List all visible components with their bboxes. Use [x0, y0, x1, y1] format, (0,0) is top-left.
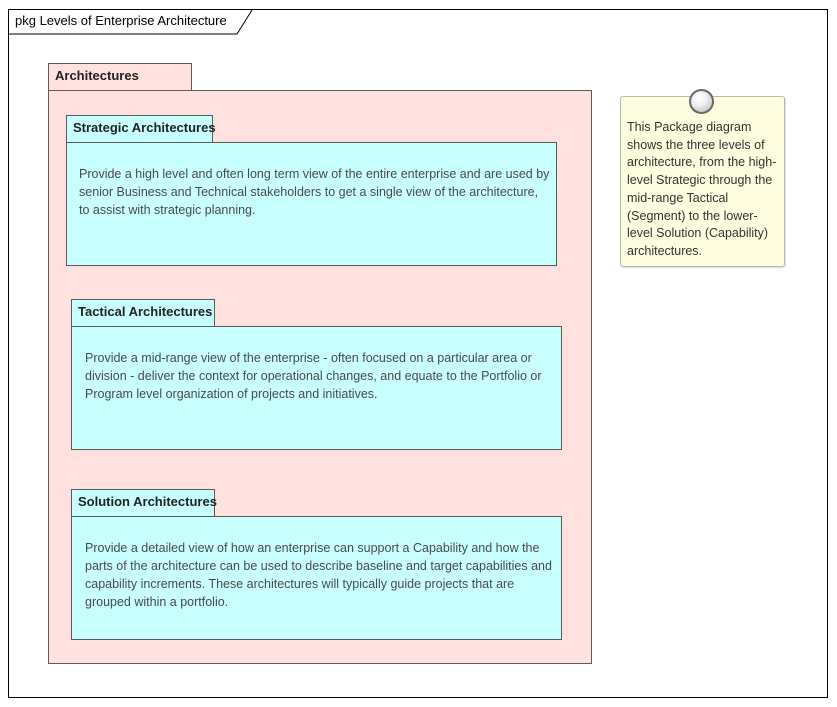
strategic-package-name: Strategic Architectures [73, 120, 216, 135]
tactical-package-description: Provide a mid-range view of the enterprise - often focused on a particular area or division - deliver the context for operational changes, and equate to the Portfolio or Program level organization of projects and initiatives. [85, 351, 542, 401]
solution-package[interactable] [71, 516, 562, 640]
strategic-package-tab[interactable] [66, 115, 216, 143]
tactical-package[interactable] [71, 326, 562, 450]
tactical-package-tab[interactable] [71, 299, 215, 327]
architectures-package-name: Architectures [55, 68, 139, 83]
diagram-title: pkg Levels of Enterprise Architecture [15, 13, 227, 28]
solution-package-name: Solution Architectures [78, 494, 217, 509]
note-pin-icon [689, 89, 714, 114]
note-text: This Package diagram shows the three levels of architecture, from the high-level Strategic through the mid-range Tactical (Segment) to the lower-level Solution (Capability) architectures. [627, 120, 777, 258]
solution-package-tab[interactable] [71, 489, 215, 517]
tactical-package-name: Tactical Architectures [78, 304, 213, 319]
strategic-package[interactable] [66, 142, 557, 266]
solution-package-description: Provide a detailed view of how an enterprise can support a Capability and how the parts of the architecture can be used to describe baseline and target capabilities and capability increments. These architectures will typically guide projects that are grouped within a portfolio. [85, 541, 552, 609]
strategic-package-description: Provide a high level and often long term view of the entire enterprise and are used by senior Business and Technical stakeholders to get a single view of the architecture, to assist with strategic planning. [79, 167, 550, 217]
diagram-note[interactable] [620, 96, 785, 267]
architectures-package-tab[interactable] [48, 63, 192, 91]
